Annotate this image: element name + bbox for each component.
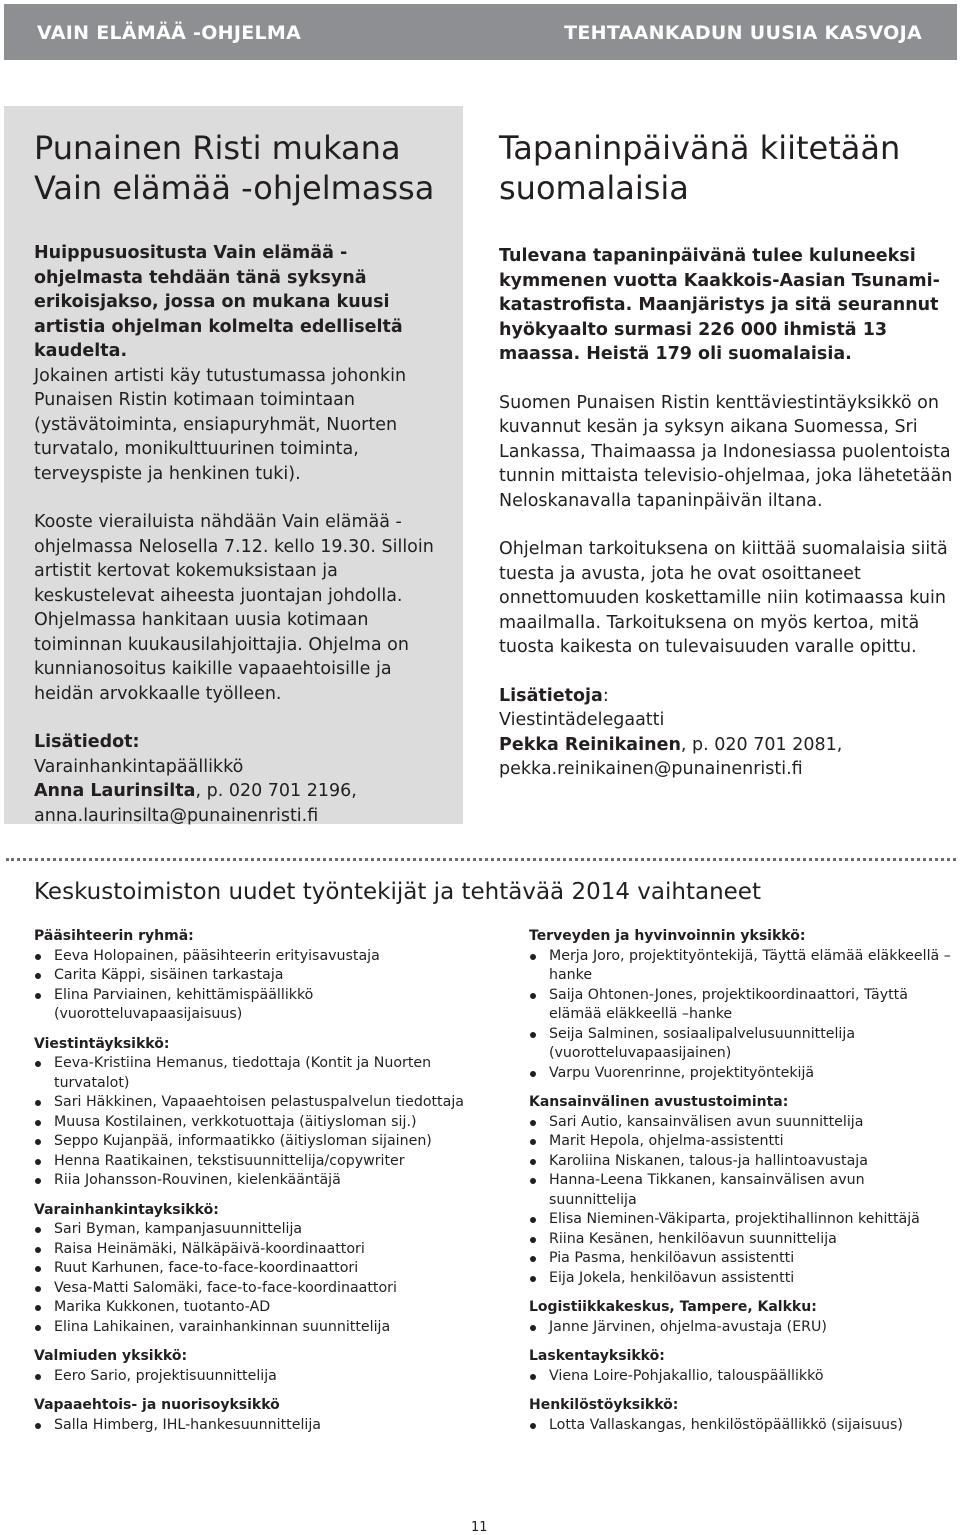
staff-list-item: Eija Jokela, henkilöavun assistentti [529,1269,954,1289]
staff-list-item: Seija Salminen, sosiaalipalvelusuunnittelija (vuorotteluvapaasijainen) [529,1025,954,1064]
staff-list [529,1367,954,1387]
left-article-lead: Huippusuositusta Vain elämää -ohjelmasta tehdään tänä syksynä erikoisjakso, jossa on mukana kuusi artistia ohjelman kolmelta edelliseltä kaudelta. [34,243,403,361]
staff-list-item: Varpu Vuorenrinne, projektityöntekijä [529,1064,954,1084]
staff-list-item: Eero Sario, projektisuunnittelija [34,1367,464,1387]
staff-list-item: Eeva Holopainen, pääsihteerin erityisavustaja [34,947,464,967]
staff-list [529,947,954,1084]
staff-list-item: Sari Häkkinen, Vapaaehtoisen pelastuspalvelun tiedottaja [34,1093,464,1113]
left-contact-name: Anna Laurinsilta [34,781,196,801]
staff-section-heading: Varainhankintayksikkö: [34,1201,219,1218]
left-article-paragraph-2: Kooste vierailuista nähdään Vain elämää -ohjelmassa Nelosella 7.12. kello 19.30. Silloin artistit kertovat kokemuksistaan ja keskustelevat aiheesta juontajan johdolla. Ohjelmassa hankitaan uusia kotimaan toiminnan kuukausilahjoittajia. Ohjelma on kunnianosoitus kaikille vapaaehtoisille ja heidän arvokkaalle työlleen. [34,512,434,704]
staff-list-item: Vesa-Matti Salomäki, face-to-face-koordinaattori [34,1279,464,1299]
staff-section-kansainvalinen-avustustoiminta [529,1093,954,1288]
staff-list-item: Lotta Vallaskangas, henkilöstöpäällikkö (sijaisuus) [529,1416,954,1436]
staff-list-item: Seppo Kujanpää, informaatikko (äitiysloman sijainen) [34,1132,464,1152]
staff-section-viestintayksikko [34,1035,464,1191]
staff-section-heading: Vapaaehtois- ja nuorisoyksikkö [34,1397,280,1413]
staff-section-varainhankintayksikko [34,1201,464,1338]
staff-list-item: Salla Himberg, IHL-hankesuunnittelija [34,1416,464,1436]
left-article [34,128,454,828]
staff-list-item: Viena Loire-Pohjakallio, talouspäällikkö [529,1367,954,1387]
staff-list-item: Sari Byman, kampanjasuunnittelija [34,1220,464,1240]
right-article-contact [499,684,954,782]
left-contact-email[interactable]: anna.laurinsilta@punainenristi.fi [34,805,319,826]
staff-section-laskentayksikko [529,1347,954,1386]
staff-list-item: Riia Johansson-Rouvinen, kielenkääntäjä [34,1171,464,1191]
staff-list-item: Ruut Karhunen, face-to-face-koordinaattori [34,1259,464,1279]
staff-section-heading: Henkilöstöyksikkö: [529,1397,679,1413]
staff-section-heading: Pääsihteerin ryhmä: [34,928,194,944]
staff-list-item: Sari Autio, kansainvälisen avun suunnittelija [529,1113,954,1133]
right-contact-colon: : [602,685,609,706]
staff-section-heading: Laskentayksikkö: [529,1348,665,1364]
left-contact-phone: , p. 020 701 2196, [195,781,357,801]
staff-list-item: Pia Pasma, henkilöavun assistentti [529,1249,954,1269]
staff-list-right-column [529,927,954,1445]
staff-list [529,1416,954,1436]
staff-list-item: Marit Hepola, ohjelma-assistentti [529,1132,954,1152]
right-title-line-1: Tapaninpäivänä kiitetään [499,129,901,167]
staff-section-heading: Viestintäyksikkö: [34,1035,170,1052]
right-article [499,128,954,782]
right-article-lead: Tulevana tapaninpäivänä tulee kuluneeksi kymmenen vuotta Kaakkois-Aasian Tsunami-katastrofista. Maanjäristys ja sitä seurannut hyökyaalto surmasi 226 000 ihmistä 13 maassa. Heistä 179 oli suomalaisia. [499,246,940,364]
staff-list-item: Eeva-Kristiina Hemanus, tiedottaja (Kontit ja Nuorten turvatalot) [34,1054,464,1093]
staff-section-henkilostoyksikko [529,1396,954,1435]
staff-list-item: Riina Kesänen, henkilöavun suunnittelija [529,1230,954,1250]
left-title-line-2: Vain elämää -ohjelmassa [34,169,435,207]
right-contact-label: Lisätietoja [499,685,603,706]
right-title-line-2: suomalaisia [499,169,689,207]
left-article-title [34,128,454,208]
header-right-label: TEHTAANKADUN UUSIA KASVOJA [564,22,922,44]
staff-section-vapaaehtois-ja-nuorisoyksikko [34,1396,464,1435]
staff-list-item: Muusa Kostilainen, verkkotuottaja (äitiysloman sij.) [34,1113,464,1133]
left-article-contact [34,730,454,828]
right-article-paragraph-2: Ohjelman tarkoituksena on kiittää suomalaisia siitä tuesta ja avusta, jota he ovat osoittaneet onnettomuuden koskettamille niin kotimaassa kuin maailmalla. Tarkoituksena on myös kertoa, mitä tuosta kaikesta on tulevaisuuden varalle opittu. [499,539,948,657]
right-contact-phone: , p. 020 701 2081, [680,734,843,755]
staff-list [34,1054,464,1191]
left-contact-label: Lisätiedot: [34,732,140,752]
staff-list-item: Carita Käppi, sisäinen tarkastaja [34,966,464,986]
staff-list [34,1367,464,1387]
staff-list-left-column [34,927,464,1445]
right-contact-email[interactable]: pekka.reinikainen@punainenristi.fi [499,759,803,779]
staff-list [34,1220,464,1337]
staff-section-heading: Valmiuden yksikkö: [34,1348,188,1364]
right-contact-role: Viestintädelegaatti [499,710,665,730]
header-left-label: VAIN ELÄMÄÄ -OHJELMA [37,22,302,44]
staff-section-heading: Kansainvälinen avustustoiminta: [529,1094,789,1110]
left-contact-role: Varainhankintapäällikkö [34,756,244,777]
right-contact-name: Pekka Reinikainen [499,734,681,755]
staff-list-item: Elina Parviainen, kehittämispäällikkö (vuorotteluvapaasijaisuus) [34,986,464,1025]
page-number: 11 [471,1520,488,1535]
left-article-paragraph-1: Jokainen artisti käy tutustumassa johonkin Punaisen Ristin kotimaan toimintaan (ystävätoiminta, ensiapuryhmät, Nuorten turvatalo, monikulttuurinen toiminta, terveyspiste ja henkinen tuki). [34,365,407,484]
staff-list [529,1113,954,1289]
staff-section-valmiuden-yksikko [34,1347,464,1386]
staff-list-item: Hanna-Leena Tikkanen, kansainvälisen avun suunnittelija [529,1171,954,1210]
staff-list-item: Elisa Nieminen-Väkiparta, projektihallinnon kehittäjä [529,1210,954,1230]
staff-box-title: Keskustoimiston uudet työntekijät ja tehtävää 2014 vaihtaneet [34,879,761,905]
staff-section-terveyden-ja-hyvinvoinnin-yksikko [529,927,954,1083]
staff-list-item: Janne Järvinen, ohjelma-avustaja (ERU) [529,1318,954,1338]
staff-list-item: Marika Kukkonen, tuotanto-AD [34,1298,464,1318]
staff-list-item: Elina Lahikainen, varainhankinnan suunnittelija [34,1318,464,1338]
staff-section-heading: Logistiikkakeskus, Tampere, Kalkku: [529,1299,817,1315]
right-article-title [499,128,954,208]
staff-list [34,947,464,1025]
staff-list-item: Saija Ohtonen-Jones, projektikoordinaattori, Täyttä elämää eläkkeellä –hanke [529,986,954,1025]
staff-section-paasihteerin-ryhma [34,927,464,1025]
staff-section-heading: Terveyden ja hyvinvoinnin yksikkö: [529,928,806,944]
staff-list-item: Henna Raatikainen, tekstisuunnittelija/copywriter [34,1152,464,1172]
staff-section-logistiikkakeskus-tampere-kalkku [529,1298,954,1337]
staff-list [529,1318,954,1338]
section-header-bar [4,4,957,60]
staff-list-item: Karoliina Niskanen, talous-ja hallintoavustaja [529,1152,954,1172]
staff-list-item: Merja Joro, projektityöntekijä, Täyttä elämää eläkkeellä –hanke [529,947,954,986]
right-article-paragraph-1: Suomen Punaisen Ristin kenttäviestintäyksikkö on kuvannut kesän ja syksyn aikana Suomessa, Sri Lankassa, Thaimaassa ja Indonesiassa puolentoista tunnin mittaista televisio-ohjelmaa, joka lähetetään Neloskanavalla tapaninpäivän iltana. [499,392,953,511]
staff-list-item: Raisa Heinämäki, Nälkäpäivä-koordinaattori [34,1240,464,1260]
left-title-line-1: Punainen Risti mukana [34,129,401,167]
staff-list [34,1416,464,1436]
